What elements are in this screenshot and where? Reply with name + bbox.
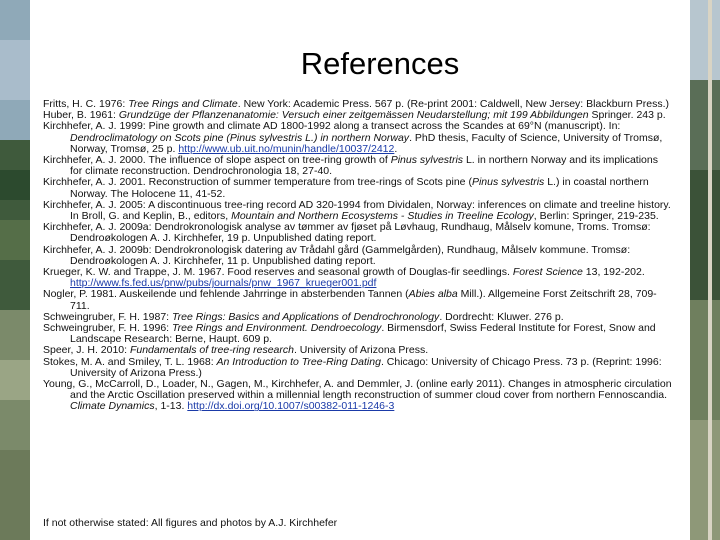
reference-italic-text: Pinus sylvestris (471, 176, 545, 189)
reference-italic-text: Abies alba (408, 288, 458, 301)
reference-text: Kirchhefer, A. J. 2000. The influence of slope aspect on tree-ring growth of (43, 154, 391, 167)
reference-text: Kirchhefer, A. J. 2005: A discontinuous tree-ring record AD 320-1994 from Dividalen, Norway: inferences on climate and treeline history. In Broll, G. and Keplin, B., editors, (43, 198, 671, 223)
reference-text: Stokes, M. A. and Smiley, T. L. 1968: (43, 355, 217, 368)
reference-item (43, 245, 673, 267)
reference-italic-text: Tree Rings and Climate (128, 98, 238, 110)
reference-text-end: . (394, 142, 398, 155)
reference-text-continued: Mill.). Allgemeine Forst Zeitschrift 28, 709-711. (70, 288, 657, 312)
reference-text: Kirchhefer, A. J. 2001. Reconstruction of summer temperature from tree-rings of Scots pine ( (43, 176, 472, 189)
slide-title: References (300, 46, 460, 81)
reference-text-continued: , Berlin: Springer, 219-235. (533, 210, 659, 223)
background-photo-left (0, 0, 30, 540)
reference-list (43, 99, 673, 413)
reference-text: Kirchhefer, A. J. 2009a: Dendrokronologisk analyse av tømmer av fjøset på Løvhaug, Rundhaug, Målselv komune, Troms. Tromsø: Dendroøkologen A. J. Kirchhefer, 19 p. Unpublished dating report. (43, 221, 651, 245)
photo-credit-footnote: If not otherwise stated: All figures and photos by A.J. Kirchhefer (43, 517, 338, 529)
reference-text: Huber, B. 1961: (43, 109, 119, 122)
reference-item (43, 200, 673, 222)
reference-text-continued: . PhD thesis, Faculty of Science, University of Tromsø, Norway, Tromsø, 25 p. (70, 131, 663, 155)
reference-text: Schweingruber, F. H. 1996: (43, 322, 172, 335)
reference-text-continued: L. in northern Norway and its implications for climate reconstruction. Dendrochronologia 18, 27-40. (70, 154, 658, 178)
reference-text-continued: . Birmensdorf, Swiss Federal Institute for Forest, Snow and Landscape Research: Berne, Haupt. 609 p. (70, 322, 656, 346)
background-photo-right (690, 0, 720, 540)
reference-italic-text: Tree Rings and Environment. Dendroecology (172, 322, 382, 335)
reference-item (43, 177, 673, 199)
reference-text: Schweingruber, F. H. 1987: (43, 310, 172, 323)
reference-item (43, 121, 673, 155)
reference-text-continued: Springer. 243 p. (588, 109, 666, 122)
reference-item (43, 323, 673, 345)
reference-link[interactable]: http://www.ub.uit.no/munin/handle/10037/2412 (178, 142, 395, 155)
reference-text-continued: . University of Arizona Press. (293, 344, 429, 357)
reference-item (43, 357, 673, 379)
reference-italic-text: Fundamentals of tree-ring research (129, 344, 294, 357)
reference-item (43, 222, 673, 244)
reference-italic-text: Forest Science (512, 266, 583, 279)
reference-text-continued: L.) in coastal northern Norway. The Holocene 11, 41-52. (70, 176, 649, 200)
reference-italic-text: Mountain and Northern Ecosystems - Studies in Treeline Ecology (231, 210, 534, 223)
reference-text: Fritts, H. C. 1976: (43, 98, 129, 110)
reference-item (43, 379, 673, 413)
reference-text-continued: . Chicago: University of Chicago Press. 73 p. (Reprint: 1996: University of Arizona Press.) (70, 355, 662, 379)
reference-text-continued: . New York: Academic Press. 567 p. (Re-print 2001: Caldwell, New Jersey: Blackburn Press.) (237, 98, 669, 110)
reference-link[interactable]: http://www.fs.fed.us/pnw/pubs/journals/pnw_1967_krueger001.pdf (70, 277, 377, 290)
reference-italic-text: Grundzüge der Pflanzenanatomie: Versuch einer zeitgemässen Neudarstellung; mit 199 Abbildungen (118, 109, 589, 122)
reference-italic-text: Climate Dynamics (70, 400, 155, 413)
reference-text: Young, G., McCarroll, D., Loader, N., Gagen, M., Kirchhefer, A. and Demmler, J. (online early 2011). Changes in atmospheric circulation and the Arctic Oscillation preserved within a millennial length reconstruction of summer cloud cover from northern Fennoscandia. (43, 378, 672, 402)
reference-text: Kirchhefer, A. J. 1999: Pine growth and climate AD 1800-1992 along a transect across the Scandes at 69°N (manuscript). In: (43, 120, 621, 133)
reference-item (43, 289, 673, 311)
reference-text-continued: , 1-13. (154, 400, 188, 413)
reference-item (43, 155, 673, 177)
reference-italic-text: Pinus sylvestris (390, 154, 464, 167)
reference-item (43, 267, 673, 289)
reference-text: Speer, J. H. 2010: (43, 344, 130, 357)
reference-text: Nogler, P. 1981. Auskeilende und fehlende Jahrringe in absterbenden Tannen ( (43, 288, 409, 301)
reference-text: Krueger, K. W. and Trappe, J. M. 1967. Food reserves and seasonal growth of Douglas-fir seedlings. (43, 266, 513, 279)
reference-italic-text: An Introduction to Tree-Ring Dating (216, 355, 381, 368)
reference-text-continued: 13, 192-202. (582, 266, 645, 279)
reference-text-continued: . Dordrecht: Kluwer. 276 p. (439, 310, 564, 323)
reference-italic-text: Tree Rings: Basics and Applications of Dendrochronology (172, 310, 440, 323)
reference-italic-text: Dendroclimatology on Scots pine (Pinus sylvestris L.) in northern Norway (70, 131, 410, 144)
reference-link[interactable]: http://dx.doi.org/10.1007/s00382-011-1246-3 (187, 400, 395, 413)
reference-text: Kirchhefer, A. J. 2009b: Dendrokronologisk datering av Trådahl gård (Gammelgården), Rundhaug, Målselv kommune. Tromsø: Dendroøkologen A. J. Kirchhefer, 11 p. Unpublished dating report. (43, 243, 631, 267)
